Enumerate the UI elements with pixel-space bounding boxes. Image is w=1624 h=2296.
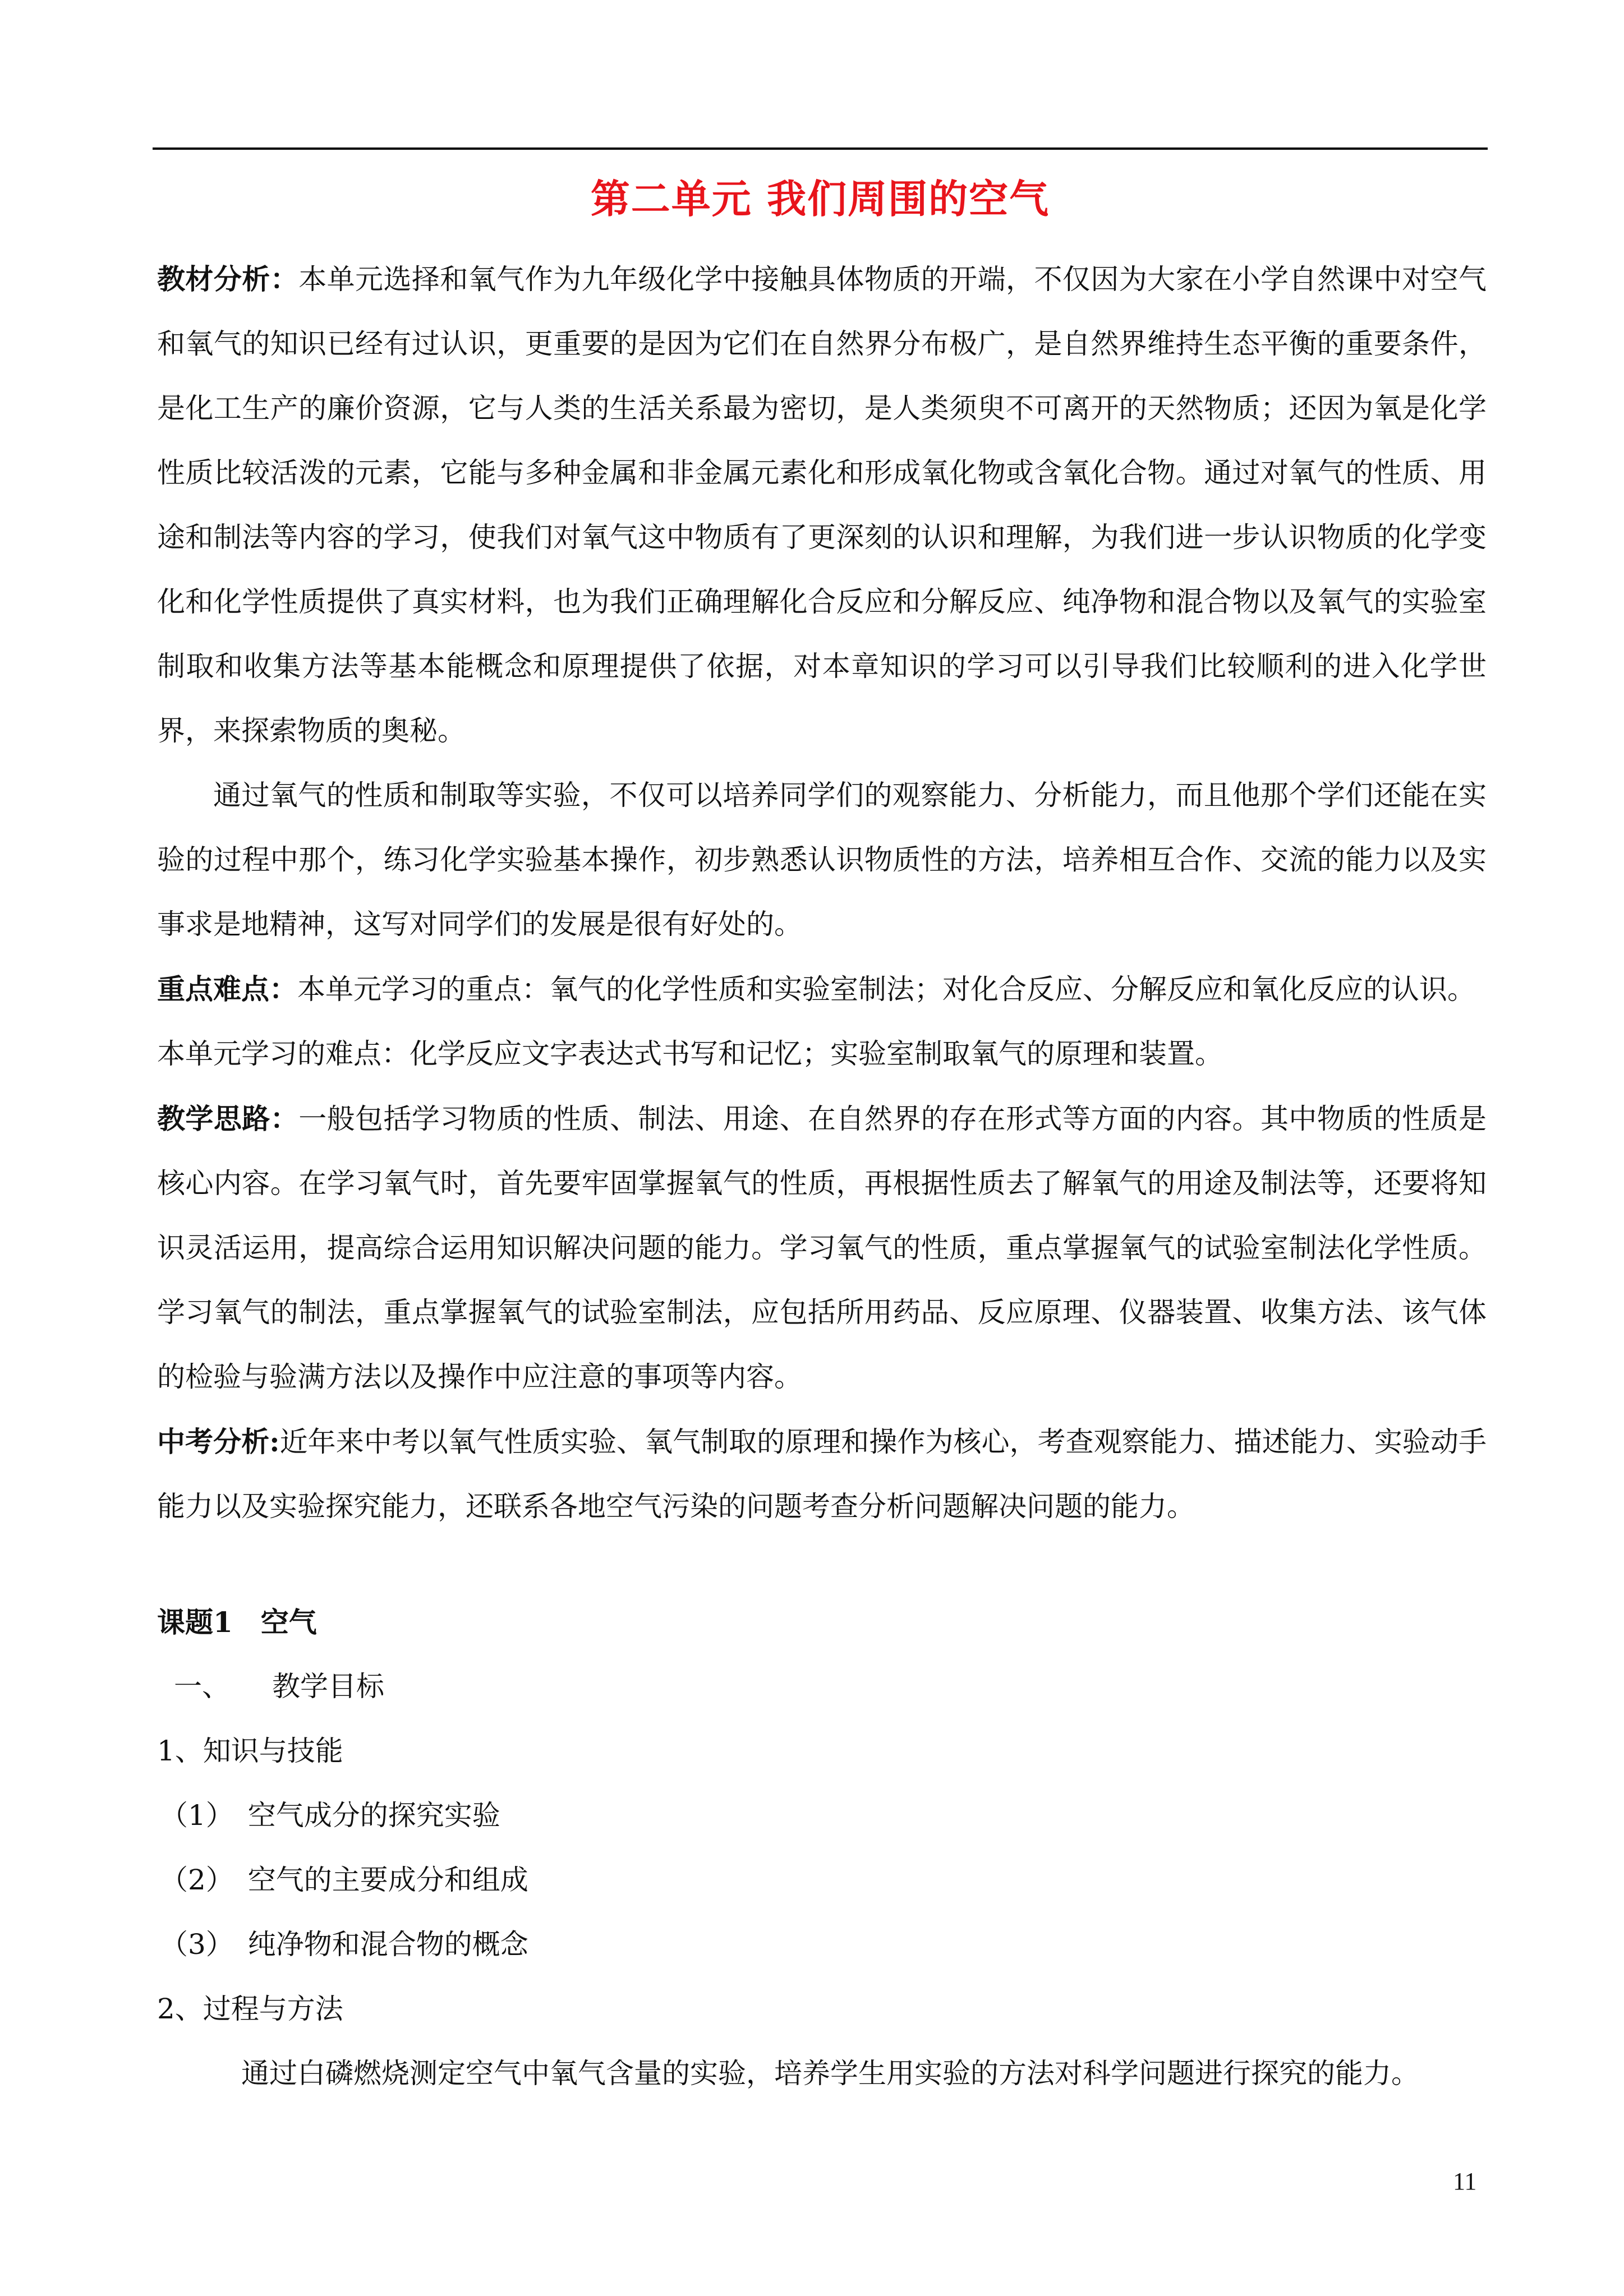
knowledge-heading: 1、知识与技能 [157, 1735, 343, 1767]
teaching-idea-label: 教学思路： [157, 1102, 299, 1135]
lesson-heading: 课题1 空气 [157, 1606, 317, 1639]
process-heading: 2、过程与方法 [157, 1993, 343, 2025]
difficulty-paragraph: 本单元学习的难点：化学反应文字表达式书写和记忆；实验室制取氧气的原理和装置。 [157, 1038, 1223, 1070]
goal-item-3: （3） 纯净物和混合物的概念 [160, 1928, 528, 1961]
analysis-paragraph [157, 247, 1487, 763]
analysis-label: 教材分析： [157, 262, 299, 296]
unit-title: 第二单元 我们周围的空气 [590, 176, 1050, 222]
body-text [157, 247, 1487, 1539]
analysis-paragraph-2: 通过氧气的性质和制取等实验，不仅可以培养同学们的观察能力、分析能力，而且他那个学们还能在实验的过程中那个，练习化学实验基本操作，初步熟悉认识物质性的方法，培养相互合作、交流的能力以及实事求是地精神，这写对同学们的发展是很有好处的。 [157, 779, 1487, 940]
analysis-text: 本单元选择和氧气作为九年级化学中接触具体物质的开端，不仅因为大家在小学自然课中对空气和氧气的知识已经有过认识，更重要的是因为它们在自然界分布极广，是自然界维持生态平衡的重要条件，是化工生产的廉价资源，它与人类的生活关系最为密切，是人类须臾不可离开的天然物质；还因为氧是化学性质比较活泼的元素，它能与多种金属和非金属元素化和形成氧化物或含氧化合物。通过对氧气的性质、用途和制法等内容的学习，使我们对氧气这中物质有了更深刻的认识和理解，为我们进一步认识物质的化学变化和化学性质提供了真实材料，也为我们正确理解化合反应和分解反应、纯净物和混合物以及氧气的实验室制取和收集方法等基本能概念和原理提供了依据，对本章知识的学习可以引导我们比较顺利的进入化学世界，来探索物质的奥秘。 [157, 263, 1487, 747]
page-number: 11 [1453, 2168, 1477, 2195]
process-text: 通过白磷燃烧测定空气中氧气含量的实验，培养学生用实验的方法对科学问题进行探究的能力。 [241, 2057, 1419, 2090]
goal-item-2: （2） 空气的主要成分和组成 [160, 1864, 528, 1896]
goal-item-1: （1） 空气成分的探究实验 [160, 1799, 500, 1832]
exam-analysis-text: 近年来中考以氧气性质实验、氧气制取的原理和操作为核心，考查观察能力、描述能力、实验动手能力以及实验探究能力，还联系各地空气污染的问题考查分析问题解决问题的能力。 [157, 1426, 1487, 1523]
key-points-paragraph [157, 957, 1487, 1022]
key-points-text: 本单元学习的重点：氧气的化学性质和实验室制法；对化合反应、分解反应和氧化反应的认识。 [297, 973, 1475, 1006]
goal-heading: 一、 教学目标 [174, 1670, 384, 1703]
teaching-idea-text: 一般包括学习物质的性质、制法、用途、在自然界的存在形式等方面的内容。其中物质的性质是核心内容。在学习氧气时，首先要牢固掌握氧气的性质，再根据性质去了解氧气的用途及制法等，还要将知识灵活运用，提高综合运用知识解决问题的能力。学习氧气的性质，重点掌握氧气的试验室制法化学性质。学习氧气的制法，重点掌握氧气的试验室制法，应包括所用药品、反应原理、仪器装置、收集方法、该气体的检验与验满方法以及操作中应注意的事项等内容。 [157, 1103, 1487, 1393]
header-rule [153, 147, 1488, 150]
exam-analysis-label: 中考分析: [157, 1425, 280, 1458]
key-points-label: 重点难点： [157, 972, 297, 1006]
teaching-idea-paragraph [157, 1086, 1487, 1409]
exam-analysis-paragraph [157, 1409, 1487, 1539]
